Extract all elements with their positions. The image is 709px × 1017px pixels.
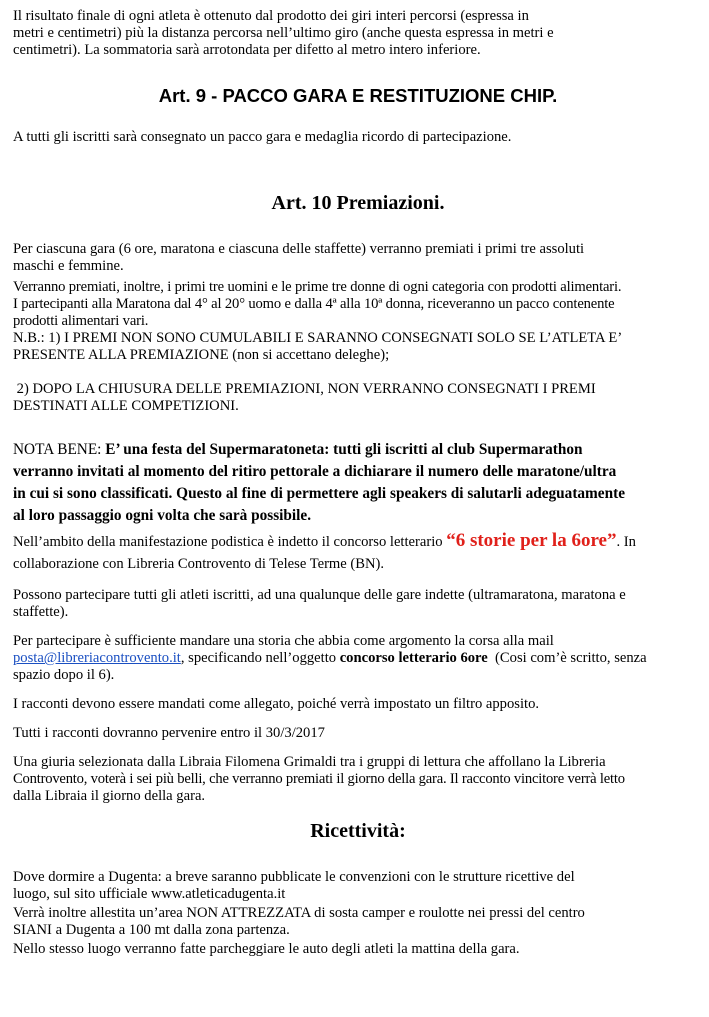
art8-line-2: metri e centimetri) più la distanza percorsa nell’ultimo giro (anche questa espressa in metri e [13, 25, 554, 41]
ricettivita-p1-line-1: Dove dormire a Dugenta: a breve saranno pubblicate le convenzioni con le strutture ricettive del [13, 869, 575, 885]
email-link[interactable]: posta@libreriacontrovento.it [13, 650, 181, 666]
nota-bene-label: NOTA BENE: [13, 441, 106, 458]
ricettivita-p1-line-2: luogo, sul sito ufficiale www.atleticadugenta.it [13, 886, 286, 902]
art10-heading: Art. 10 Premiazioni. [271, 192, 445, 214]
concorso-paragraph-2 [13, 587, 703, 621]
ricettivita-p2-line-1: Verrà inoltre allestita un’area NON ATTREZZATA di sosta camper e roulotte nei pressi del centro [13, 905, 585, 921]
nota-bene-line-3: in cui si sono classificati. Questo al fine di permettere agli speakers di salutarli adeguatamente [13, 485, 625, 502]
concorso-p3-mid: , specificando nell’oggetto [180, 650, 340, 666]
nota-bene-line-4: al loro passaggio ogni volta che sarà possibile. [13, 507, 312, 524]
art10-paragraph-1 [13, 241, 703, 275]
concorso-intro [13, 530, 703, 575]
concorso-p2-line-1: Possono partecipare tutti gli atleti iscritti, ad una qualunque delle gare indette (ultramaratona, maratona e [13, 587, 626, 603]
nota-bene-line-1: E’ una festa del Supermaratoneta: tutti gli iscritti al club Supermarathon [105, 441, 583, 458]
art10-p3-line-2: prodotti alimentari vari. [13, 313, 149, 329]
concorso-intro-text: Nell’ambito della manifestazione podistica è indetto il concorso letterario [13, 534, 447, 550]
concorso-paragraph-4: I racconti devono essere mandati come allegato, poiché verrà impostato un filtro apposito. [13, 696, 540, 712]
art10-paragraph-3 [13, 296, 703, 330]
ricettivita-paragraph-1 [13, 869, 703, 903]
ricettivita-p2-line-2: SIANI a Dugenta a 100 mt dalla zona partenza. [13, 922, 290, 938]
art10-p1-line-2: maschi e femmine. [13, 258, 124, 274]
concorso-subject: concorso letterario 6ore [339, 650, 488, 666]
concorso-intro-line-2: collaborazione con Libreria Controvento di Telese Terme (BN). [13, 556, 385, 572]
art8-line-1: Il risultato finale di ogni atleta è ottenuto dal prodotto dei giri interi percorsi (espressa in [13, 8, 529, 24]
art10-nb1-line-1: N.B.: 1) I PREMI NON SONO CUMULABILI E SARANNO CONSEGNATI SOLO SE L’ATLETA E’ [13, 330, 623, 346]
art10-nb1-line-2: PRESENTE ALLA PREMIAZIONE (non si accettano deleghe); [13, 347, 390, 363]
ricettivita-paragraph-3: Nello stesso luogo verranno fatte parcheggiare le auto degli atleti la mattina della gara. [13, 941, 520, 957]
concorso-paragraph-3 [13, 633, 703, 684]
concorso-p2-line-2: staffette). [13, 604, 69, 620]
art10-nb2-line-2: DESTINATI ALLE COMPETIZIONI. [13, 398, 239, 414]
ricettivita-heading: Ricettività: [310, 820, 406, 842]
art10-p3-line-1: I partecipanti alla Maratona dal 4° al 20° uomo e dalla 4ª alla 10ª donna, riceveranno un pacco contenente [13, 296, 615, 312]
art9-body: A tutti gli iscritti sarà consegnato un pacco gara e medaglia ricordo di partecipazione. [13, 129, 512, 145]
concorso-paragraph-6 [13, 754, 703, 805]
nota-bene-paragraph [13, 439, 703, 527]
concorso-p3-end: (Cosi com’è scritto, senza [487, 650, 647, 666]
concorso-intro-end: . In [616, 534, 636, 550]
concorso-p6-line-1: Una giuria selezionata dalla Libraia Filomena Grimaldi tra i gruppi di lettura che affollano la Libreria [13, 754, 606, 770]
art10-nb-1 [13, 330, 703, 364]
art8-line-3: centimetri). La sommatoria sarà arrotondata per difetto al metro intero inferiore. [13, 42, 481, 58]
art8-tail-paragraph [13, 8, 703, 59]
concorso-p3-line-1: Per partecipare è sufficiente mandare una storia che abbia come argomento la corsa alla mail [13, 633, 554, 649]
art10-nb2-line-1: 2) DOPO LA CHIUSURA DELLE PREMIAZIONI, NON VERRANNO CONSEGNATI I PREMI [13, 381, 596, 397]
nota-bene-line-2: verranno invitati al momento del ritiro pettorale a dichiarare il numero delle maratone/ultra [13, 463, 617, 480]
art10-nb-2 [13, 364, 703, 415]
ricettivita-paragraph-2 [13, 905, 703, 939]
art10-p1-line-1: Per ciascuna gara (6 ore, maratona e ciascuna delle staffette) verranno premiati i primi tre assoluti [13, 241, 585, 257]
concorso-p6-line-2: Controvento, voterà i sei più belli, che verranno premiati il giorno della gara. Il racconto vincitore verrà letto [13, 771, 625, 787]
art9-heading: Art. 9 - PACCO GARA E RESTITUZIONE CHIP. [158, 85, 558, 106]
concorso-paragraph-5: Tutti i racconti dovranno pervenire entro il 30/3/2017 [13, 725, 325, 741]
concorso-p3-line-3: spazio dopo il 6). [13, 667, 115, 683]
concorso-title: “6 storie per la 6ore” [446, 530, 617, 551]
art10-paragraph-2: Verranno premiati, inoltre, i primi tre uomini e le prime tre donne di ogni categoria con prodotti alimentari. [13, 279, 622, 295]
concorso-p6-line-3: dalla Libraia il giorno della gara. [13, 788, 206, 804]
document-page [13, 8, 703, 958]
